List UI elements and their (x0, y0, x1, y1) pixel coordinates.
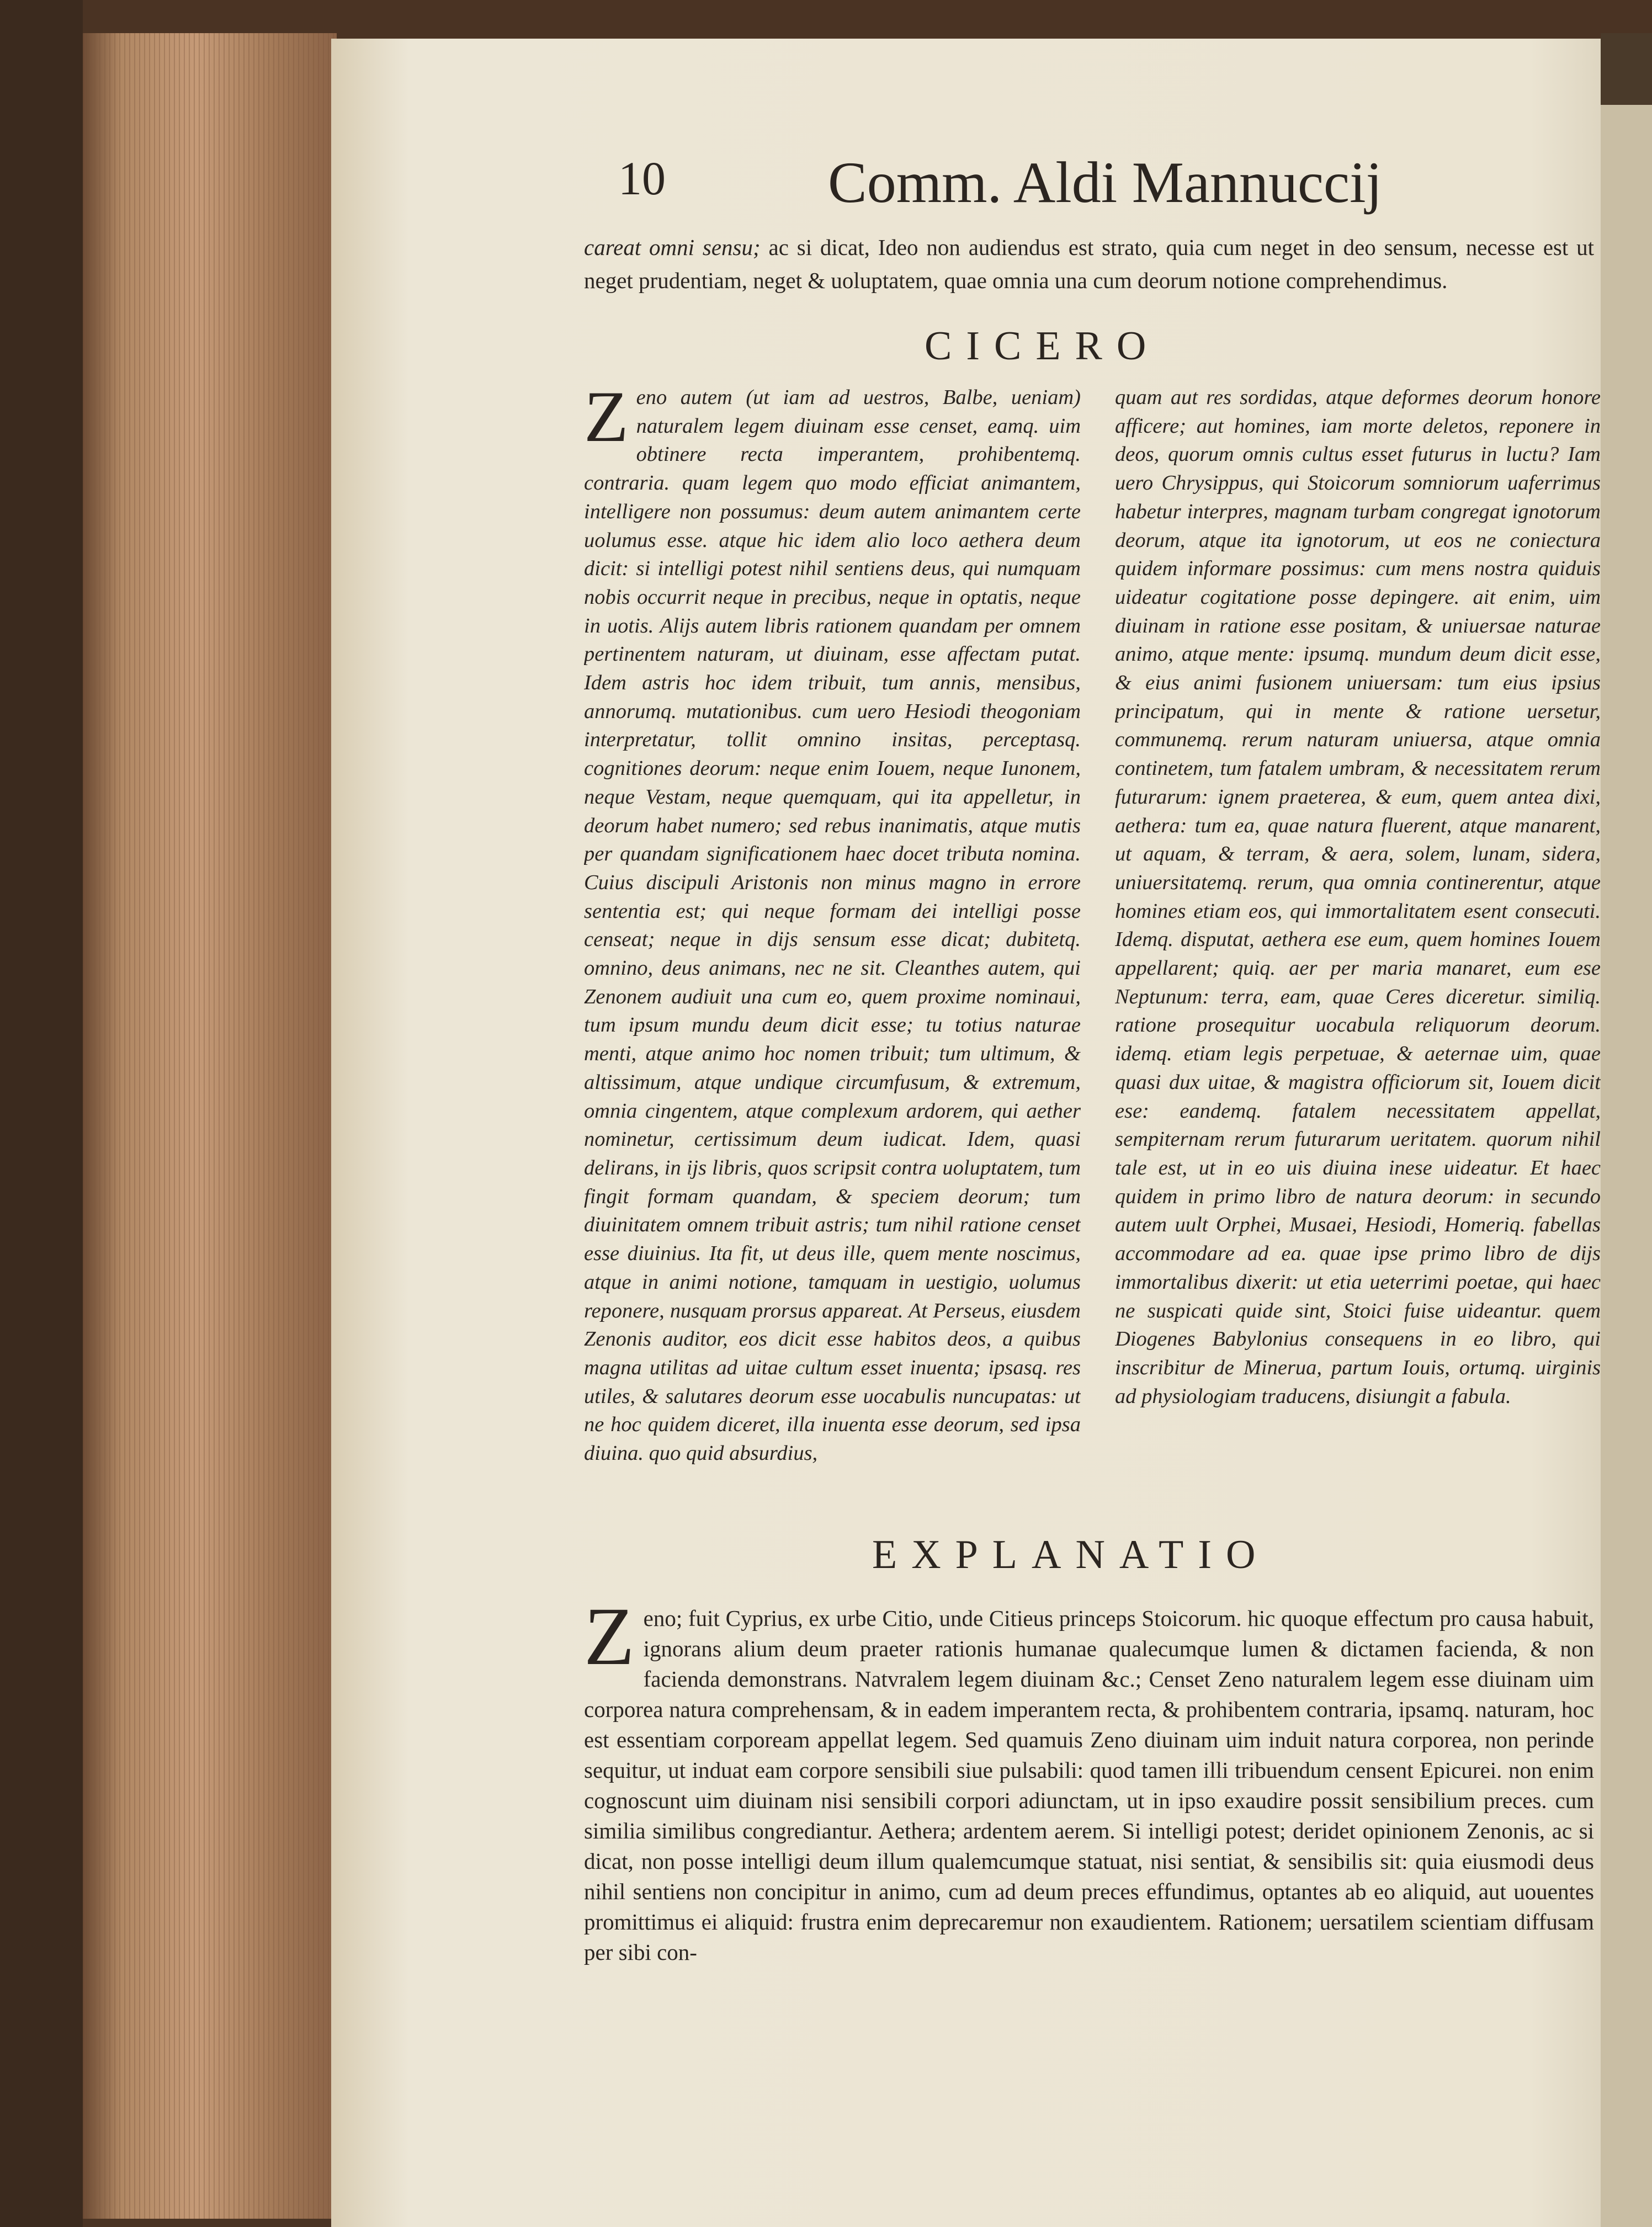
cicero-left-column-text: Zeno autem (ut iam ad uestros, Balbe, ueniam) naturalem legem diuinam esse censet, eamq. uim obtinere recta imperantem, prohibentemq. contraria. quam legem quo modo efficiat animantem, intelligere non possumus: deum autem animantem certe uolumus esse. atque hic idem alio loco aethera deum dicit: si intelligi potest nihil sentiens deus, qui numquam nobis occurrit neque in precibus, neque in optatis, neque in uotis. Alijs autem libris rationem quandam per omnem pertinentem naturam, ut diuinam, esse affectam putat. Idem astris hoc idem tribuit, tum annis, mensibus, annorumq. mutationibus. cum uero Hesiodi theogoniam interpretatur, tollit omnino insitas, perceptasq. cognitiones deorum: neque enim Iouem, neque Iunonem, neque Vestam, neque quemquam, qui ita appelletur, in deorum habet numero; sed rebus inanimatis, atque mutis per quandam significationem haec docet tributa nomina. Cuius discipuli Aristonis non minus magno in errore sententia est; qui neque formam dei intelligi posse censeat; neque in dijs sensum esse dicat; dubitetq. omnino, deus animans, nec ne sit. Cleanthes autem, qui Zenonem audiuit una cum eo, quem proxime nominaui, tum ipsum mundu deum dicit esse; tu totius naturae menti, atque animo hoc nomen tribuit; tum ultimum, & altissimum, atque undique circumfusum, & extremum, omnia cingentem, atque complexum ardorem, qui aether nominetur, certissimum deum iudicat. Idem, quasi delirans, in ijs libris, quos scripsit contra uoluptatem, tum fingit formam quandam, & speciem deorum; tum diuinitatem omnem tribuit astris; tum nihil ratione censet esse diuinius. Ita fit, ut deus ille, quem mente noscimus, atque in animi notione, tamquam in uestigio, uolumus reponere, nusquam prorsus appareat. At Perseus, eiusdem Zenonis auditor, eos dicit esse habitos deos, a quibus magna utilitas ad uitae cultum esset inuenta; ipsasq. res utiles, & salutares deorum esse uocabulis nuncupatas: ut ne hoc quidem diceret, illa inuenta esse deorum, sed ipsa diuina. quo quid absurdius, (584, 384, 1081, 1465)
intro-italic-lead: careat omni sensu; (584, 235, 761, 260)
running-title: Comm. Aldi Mannuccij (828, 150, 1382, 215)
page-number: 10 (618, 152, 666, 205)
cicero-heading: CICERO (925, 323, 1161, 369)
explanatio-heading: EXPLANATIO (872, 1532, 1270, 1577)
page-block-lines (83, 33, 337, 2219)
cicero-right-column (1115, 384, 1601, 1510)
cicero-left-column (584, 384, 1081, 1510)
cicero-right-column-text: quam aut res sordidas, atque deformes deorum honore afficere; aut homines, iam morte deletos, reponere in deos, quorum omnis cultus esset futurus in luctu? Iam uero Chrysippus, qui Stoicorum somniorum uaferrimus habetur interpres, magnam turbam congregat ignotorum deorum, atque ita ignotorum, ut eos ne coniectura quidem informare possimus: cum mens nostra quiduis uideatur cogitatione posse depingere. ait enim, uim diuinam in ratione esse positam, & uniuersae naturae animo, atque mente: ipsumq. mundum deum dicit esse, & eius animi fusionem uniuersam: tum eius ipsius principatum, qui in mente & ratione uersetur, communemq. rerum naturam uniuersa, atque omnia continetem, tum fatalem umbram, & necessitatem rerum futurarum: ignem praeterea, & eum, quem antea dixi, aethera: tum ea, quae natura fluerent, atque manarent, ut aquam, & terram, & aera, solem, lunam, sidera, uniuersitatemq. rerum, qua omnia continerentur, atque homines etiam eos, qui immortalitatem esent consecuti. Idemq. disputat, aethera ese eum, quem homines Iouem appellarent; quiq. aer per maria manaret, eum ese Neptunum: terra, eam, quae Ceres diceretur. similiq. ratione prosequitur uocabula reliquorum deorum. idemq. etiam legis perpetuae, & aeternae uim, quae quasi dux uitae, & magistra officiorum sit, Iouem dicit ese: eandemq. fatalem necessitatem appellat, sempiternam rerum futurarum ueritatem. quorum nihil tale est, ut in eo uis diuina inese uideatur. Et haec quidem in primo libro de natura deorum: in secundo autem uult Orphei, Musaei, Hesiodi, Homeriq. fabellas accommodare ad ea. quae ipse primo libro de dijs immortalibus dixerit: ut etia ueterrimi poetae, qui haec ne suspicati quide sint, Stoici fuise uideantur. quem Diogenes Babylonius consequens in eo libro, qui inscribitur de Mineruа, partum Iouis, ortumq. uirginis ad physiologiam traducens, disiungit a fabula. (1115, 386, 1601, 1408)
explanatio-paragraph: Zeno; fuit Cyprius, ex urbe Citio, unde Citieus princeps Stoicorum. hic quoque effectum pro causa habuit, ignorans alium deum praeter rationis humanae qualecumque lumen & dictamen facienda, & non facienda demonstrans. Natvralem legem diuinam &c.; Censet Zeno naturalem legem esse diuinam uim corporea natura comprehensam, & in eadem imperantem recta, & prohibentem contraria, ipsamq. naturam, hoc est essentiam corpoream appellat legem. Sed quamuis Zeno diuinam uim induit natura corporea, non perinde sequitur, ut induat eam corpore sensibili siue pulsabili: quod tamen illi tribuendum censent Epicurei. non enim cognoscunt uim diuinam nisi sensibili corpori adiunctam, ut in ipso exaudire possit sensibilium preces. cum similia similibus congrediantur. Aethera; ardentem aerem. Si intelligi potest; deridet opinionem Zenonis, ac si dicat, non posse intelligi deum illum qualemcumque statuat, nisi sentiat, & sensibilis sit: quia eiusmodi deus nihil sentiens non concipitur in animo, cum ad deum preces effundimus, optantes ab eo aliquid, aut uouentes promittimus ei aliquid: frustra enim deprecaremur non exaudientem. Rationem; uersatilem scientiam diffusam per sibi con- (584, 1603, 1594, 1965)
cover-edge (0, 0, 83, 2227)
intro-paragraph (584, 231, 1594, 297)
facing-page-corner-shadow (1601, 33, 1652, 105)
intro-text: ac si dicat, Ideo non audiendus est strato, quia cum neget in deo sensum, necesse est ut neget prudentiam, neget & uoluptatem, quae omnia una cum deorum notione comprehendimus. (584, 235, 1595, 293)
facing-page-edge (1601, 33, 1652, 2227)
